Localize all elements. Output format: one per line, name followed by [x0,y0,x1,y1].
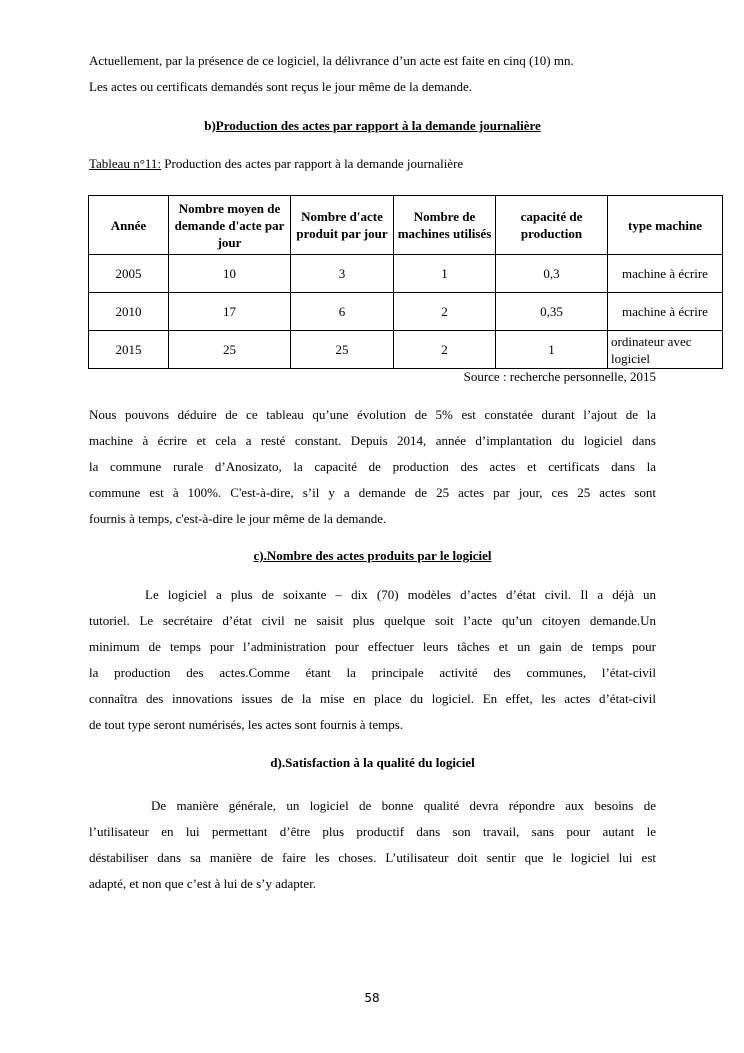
table-cell: 2 [394,293,496,331]
table-caption [89,151,656,177]
intro-line: Les actes ou certificats demandés sont reçus le jour même de la demande. [89,79,472,94]
paragraph-line: connaîtra des innovations issues de la mise en place du logiciel. En effet, les actes d’état-civil [89,691,656,706]
table-row [89,331,723,369]
section-c-heading: c).Nombre des actes produits par le logiciel [253,548,492,563]
table-cell: machine à écrire [608,293,723,331]
table-cell: 17 [169,293,291,331]
section-b-prefix: b) [204,118,216,133]
paragraph-line: tutoriel. Le secrétaire d’état civil ne saisit plus quelque soit l’acte qu’un citoyen demande.Un [89,613,656,628]
paragraph-line: fournis à temps, c'est-à-dire le jour même de la demande. [89,511,387,526]
table-header-cell: Nombre de machines utilisés [394,196,496,255]
table-cell: 10 [169,255,291,293]
table-header-cell: Nombre d'acte produit par jour [291,196,394,255]
table-cell: 2005 [89,255,169,293]
paragraph-line: la production des actes.Comme étant la principale activité des communes, l’état-civil [89,665,656,680]
table-row [89,293,723,331]
table-row [89,255,723,293]
table-cell: 0,3 [496,255,608,293]
section-d-heading: d).Satisfaction à la qualité du logiciel [270,755,475,770]
intro-paragraph [89,48,656,100]
intro-line: Actuellement, par la présence de ce logiciel, la délivrance d’un acte est faite en cinq (10) mn. [89,53,574,68]
paragraph-3 [89,793,656,897]
section-b-title: Production des actes par rapport à la demande journalière [215,118,541,133]
paragraph-line: minimum de temps pour l’administration pour effectuer leurs tâches et un gain de temps pour [89,639,656,654]
table-header-cell: capacité de production [496,196,608,255]
table-cell: 2010 [89,293,169,331]
table-cell: 6 [291,293,394,331]
table-cell: 2 [394,331,496,369]
paragraph-line: Nous pouvons déduire de ce tableau qu’une évolution de 5% est constatée durant l’ajout de la [89,407,656,422]
table-source: Source : recherche personnelle, 2015 [463,369,656,384]
table-caption-text: Production des actes par rapport à la demande journalière [161,156,464,171]
section-b-heading [89,118,656,134]
paragraph-line: la commune rurale d’Anosizato, la capacité de production des actes et certificats dans la [89,459,656,474]
paragraph-line: De manière générale, un logiciel de bonne qualité devra répondre aux besoins de [151,798,656,813]
page-number: 58 [364,991,380,1005]
table-header-row [89,196,723,255]
paragraph-1 [89,402,656,532]
paragraph-line: Le logiciel a plus de soixante – dix (70) modèles d’actes d’état civil. Il a déjà un [145,587,656,602]
table-cell: 2015 [89,331,169,369]
paragraph-2 [89,582,656,738]
table-cell: 1 [496,331,608,369]
table-caption-label: Tableau n°11: [89,156,162,171]
table-cell: machine à écrire [608,255,723,293]
table-cell: 3 [291,255,394,293]
table-header-cell: Année [89,196,169,255]
table-cell: 1 [394,255,496,293]
paragraph-line: commune est à 100%. C'est-à-dire, s’il y a demande de 25 actes par jour, ces 25 actes sont [89,485,656,500]
table-cell: 25 [169,331,291,369]
table-header-cell: Nombre moyen de demande d'acte par jour [169,196,291,255]
production-table [88,195,723,369]
paragraph-line: adapté, et non que c’est à lui de s’y adapter. [89,876,317,891]
paragraph-line: l’utilisateur en lui permettant d’être plus productif dans son travail, sans pour autant le [89,824,656,839]
table-cell: 0,35 [496,293,608,331]
paragraph-line: machine à écrire et cela a resté constant. Depuis 2014, année d’implantation du logiciel dans [89,433,656,448]
table-header-cell: type machine [608,196,723,255]
paragraph-line: déstabiliser dans sa manière de faire les choses. L’utilisateur doit sentir que le logiciel lui est [89,850,656,865]
table-cell: 25 [291,331,394,369]
paragraph-line: de tout type seront numérisés, les actes sont fournis à temps. [89,717,404,732]
table-cell: ordinateur avec logiciel [608,331,723,369]
